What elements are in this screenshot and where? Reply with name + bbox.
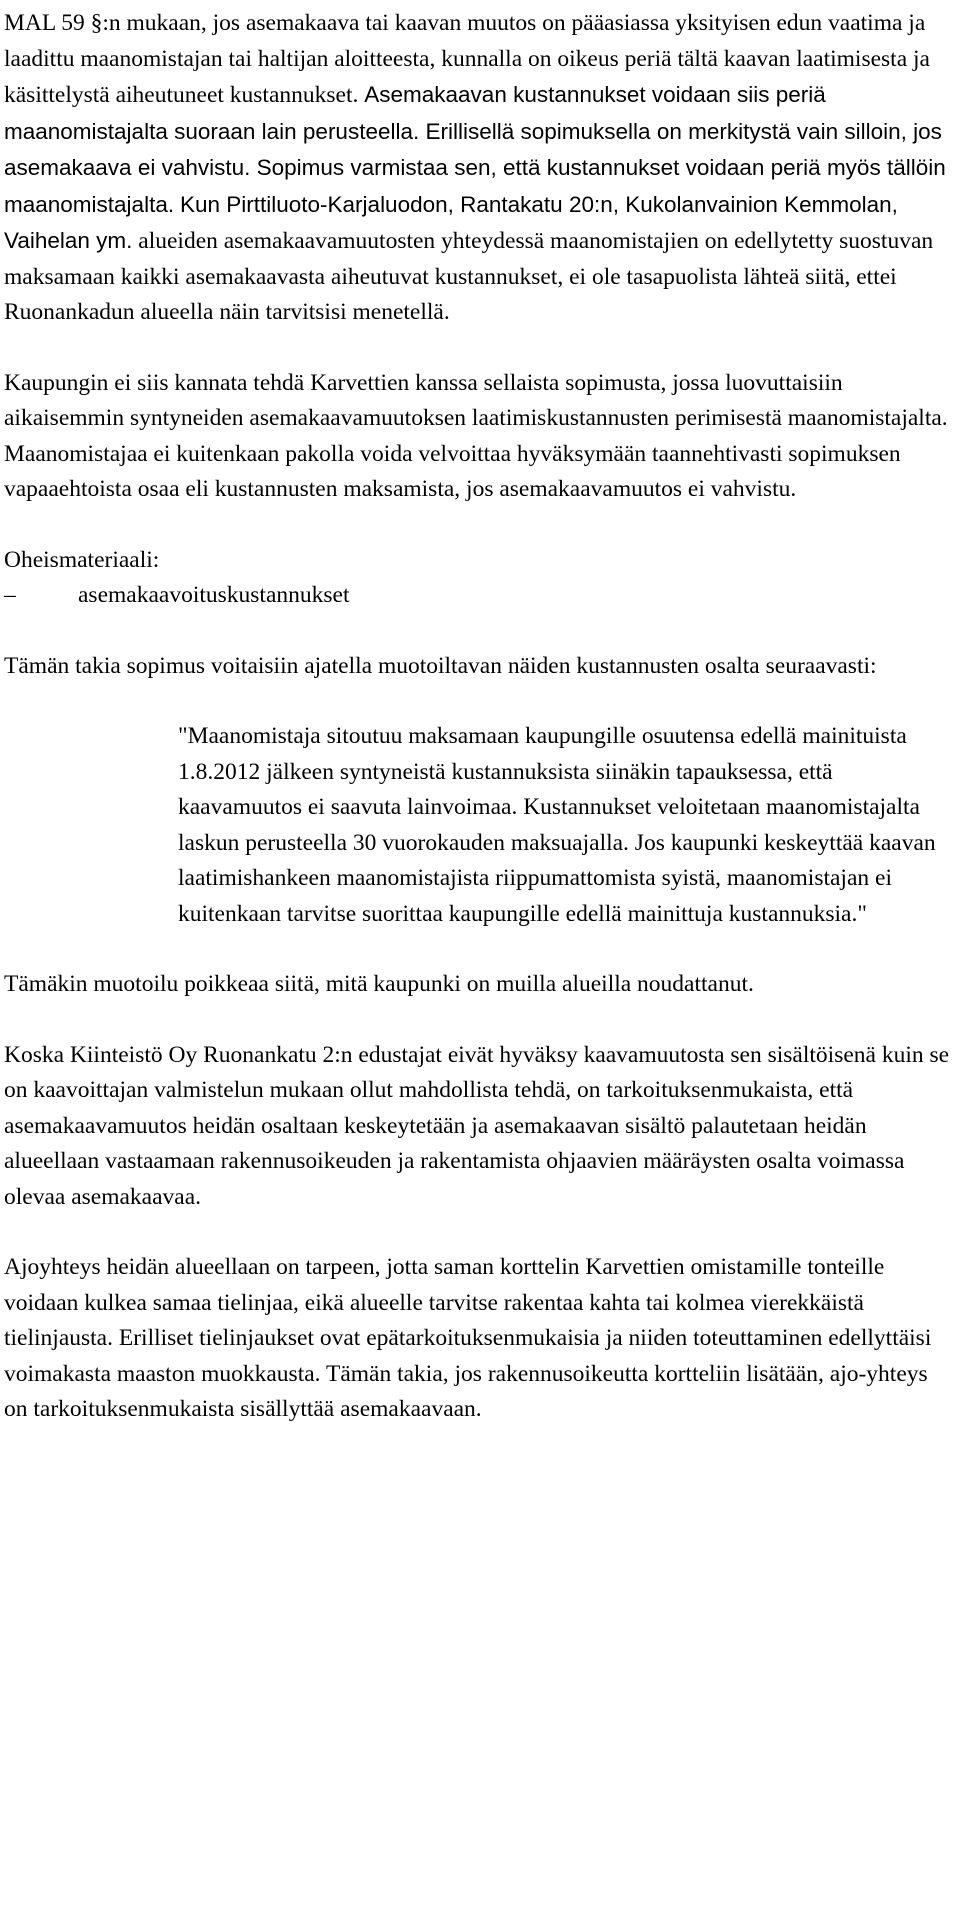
dash-bullet: – [4,582,16,608]
proposed-wording-quote: "Maanomistaja sitoutuu maksamaan kaupungille osuutensa edellä mainituista 1.8.2012 jälkeen syntyneistä kustannuksista siinäkin tapauksessa, että kaavamuutos ei saavuta lainvoimaa. Kustannukset veloitetaan maanomistajalta laskun perusteella 30 vuorokauden maksuajalla. Jos kaupunki keskeyttää kaavan laatimishankeen maanomistajista riippumattomista syistä, maanomistajan ei kuitenkaan tarvitse suorittaa kaupungille edellä mainittuja kustannuksia." [178,723,936,927]
paragraph-legal-basis [4,6,956,331]
paragraph-deviation: Tämäkin muotoilu poikkeaa siitä, mitä kaupunki on muilla alueilla noudattanut. [4,971,754,997]
paragraph-legal-basis-part-2: Asemakaavan kustannukset voidaan siis periä maanomistajalta suoraan lain perusteella. Erillisellä sopimuksella on merkitystä vain silloin, jos asemakaava ei vahvistu. Sopimus varmistaa sen, että kustannukset voidaan periä myös tällöin maanomistajalta. [4,82,946,217]
document-body [4,6,956,1428]
attachments-heading: Oheismateriaali: [4,546,160,573]
paragraph-legal-basis-part-1: MAL 59 §:n mukaan, jos asemakaava tai kaavan muutos on pääasiassa yksityisen edun vaatima ja laadittu maanomistajan tai haltijan aloitteesta, kunnalla on oikeus periä tältä kaavan laatimisesta ja käsittelystä aiheutuneet kustannukset. [4,10,930,108]
paragraph-agreement: Kaupungin ei siis kannata tehdä Karvettien kanssa sellaista sopimusta, jossa luovuttaisiin aikaisemmin syntyneiden asemakaavamuutoksen laatimiskustannusten perimisestä maanomistajalta. Maanomistajaa ei kuitenkaan pakolla voida velvoittaa hyväksymään taannehtivasti sopimuksen vapaaehtoista osaa eli kustannusten maksamista, jos asemakaavamuutos ei vahvistu. [4,369,948,502]
attachment-list-item [4,578,956,614]
attachments-section [4,543,956,614]
paragraph-legal-basis-part-3: Kun Pirttiluoto-Karjaluodon, Rantakatu 20:n, Kukolanvainion Kemmolan, Vaihelan ym. [4,191,898,253]
paragraph-legal-basis-part-4: alueiden asemakaavamuutosten yhteydessä maanomistajien on edellytetty suostuvan maksamaan kaikki asemakaavasta aiheutuvat kustannukset, ei ole tasapuolista lähteä siitä, ettei Ruonankadun alueella näin tarvitsisi menetellä. [4,228,934,325]
paragraph-access-road: Ajoyhteys heidän alueellaan on tarpeen, jotta saman korttelin Karvettien omistamille tonteille voidaan kulkea samaa tielinjaa, eikä alueelle tarvitse rakentaa kahta tai kolmea vierekkäistä tielinjausta. Erilliset tielinjaukset ovat epätarkoituksenmukaisia ja niiden toteuttaminen edellyttäisi voimakasta maaston muokkausta. Tämän takia, jos rakennusoikeutta kortteliin lisätään, ajo-yhteys on tarkoituksenmukaista sisällyttää asemakaavaan. [4,1254,932,1422]
attachment-link[interactable]: asemakaavoituskustannukset [78,582,350,608]
paragraph-koska: Koska Kiinteistö Oy Ruonankatu 2:n edustajat eivät hyväksy kaavamuutosta sen sisältöisenä kuin se on kaavoittajan valmistelun mukaan ollut mahdollista tehdä, on tarkoituksenmukaista, että asemakaavamuutos heidän osaltaan keskeytetään ja asemakaavan sisältö palautetaan heidän alueellaan vastaamaan rakennusoikeuden ja rakentamista ohjaavien määräysten osalta voimassa olevaa asemakaavaa. [4,1041,950,1210]
paragraph-proposal: Tämän takia sopimus voitaisiin ajatella muotoiltavan näiden kustannusten osalta seuraavasti: [4,652,877,679]
